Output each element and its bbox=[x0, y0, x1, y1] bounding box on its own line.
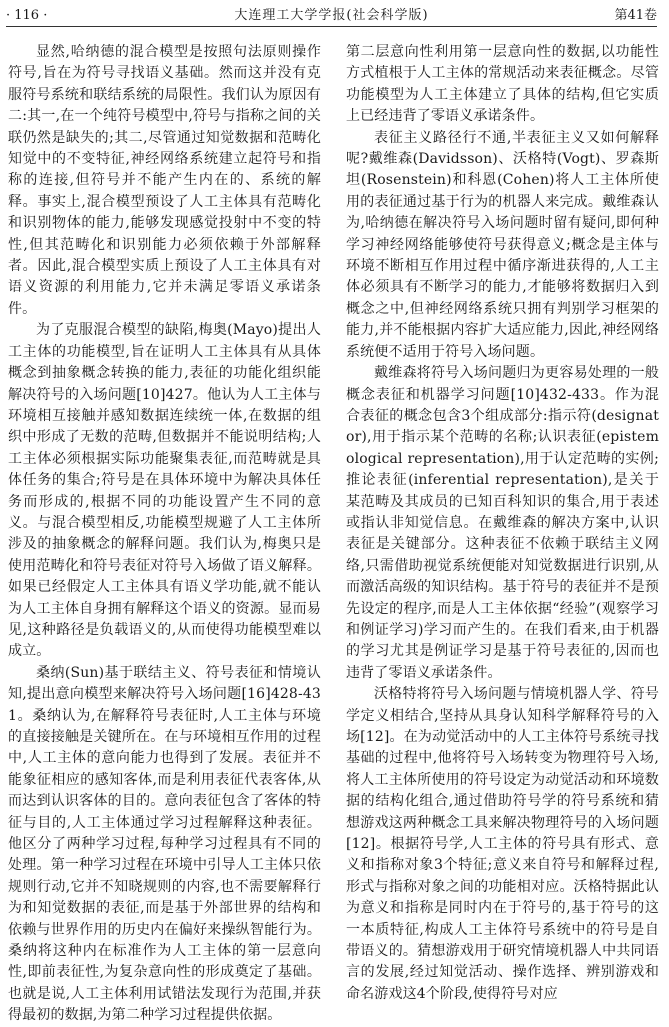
volume-label: 第41卷 bbox=[614, 8, 657, 23]
paragraph: 第二层意向性利用第一层意向性的数据,以功能性方式植根于人工主体的常规活动来表征概念。尽管功能模型为人工主体建立了具体的结构,但它实质上已经违背了零语义承诺条件。 bbox=[346, 44, 659, 125]
paragraph: 显然,哈纳德的混合模型是按照句法原则操作符号,旨在为符号寻找语义基础。然而这并没有克服符号系统和联结系统的局限性。我们认为原因有二:其一,在一个纯符号模型中,符号与指称之间的关联仍然是缺失的;其二,尽管通过知觉数据和范畴化知觉中的不变特征,神经网络系统建立起符号和指称的连接,但符号并不能产生内在的、系统的解释。事实上,混合模型预设了人工主体具有范畴化和识别物体的能力,能够发现感觉投射中不变的特性,但其范畴化和识别能力必须依赖于外部解释者。因此,混合模型实质上预设了人工主体具有对语义资源的利用能力,它并未满足零语义承诺条件。 bbox=[8, 44, 321, 317]
left-column bbox=[8, 42, 321, 1027]
right-column bbox=[346, 42, 659, 1005]
paragraph: 戴维森将符号入场问题归为更容易处理的一般概念表征和机器学习问题[10]432-433。作为混合表征的概念包含3个组成部分:指示符(designator),用于指示某个范畴的名称;认识表征(epistemological representation),用于认定范畴的实例;推论表征(inferential representation),是关于某范畴及其成员的已知百科知识的集合,用于表述或指认非知觉信息。在戴维森的解决方案中,认识表征是关键部分。这种表征不依赖于联结主义网络,只需借助视觉系统便能对知觉数据进行识别,从而激活高级的知识结构。基于符号的表征并不是预先设定的程序,而是人工主体依据“经验”(观察学习和例证学习)学习而产生的。在我们看来,由于机器的学习尤其是例证学习是基于符号表征的,因而也违背了零语义承诺条件。 bbox=[346, 365, 659, 681]
paragraph: 为了克服混合模型的缺陷,梅奥(Mayo)提出人工主体的功能模型,旨在证明人工主体具有从具体概念到抽象概念转换的能力,表征的功能化组织能解决符号的入场问题[10]427。他认为人工主体与环境相互接触并感知数据连续统一体,在数据的组织中形成了无数的范畴,但数据并不能说明结构;人工主体必须根据实际功能聚集表征,而范畴就是具体任务的集合;符号是在具体环境中为解决具体任务而形成的,根据不同的功能设置产生不同的意义。与混合模型相反,功能模型规避了人工主体所涉及的抽象概念的解释问题。我们认为,梅奥只是使用范畴化和符号表征对符号入场做了语义解释。如果已经假定人工主体具有语义学功能,就不能认为人工主体自身拥有解释这个语义的资源。显而易见,这种路径是负载语义的,从而使得功能模型难以成立。 bbox=[8, 322, 321, 660]
page-number: · 116 · bbox=[6, 8, 48, 23]
paragraph: 桑纳(Sun)基于联结主义、符号表征和情境认知,提出意向模型来解决符号入场问题[16]428-431。桑纳认为,在解释符号表征时,人工主体与环境的直接接触是关键所在。在与环境相互作用的过程中,人工主体的意向能力也得到了发展。表征并不能象征相应的感知客体,而是利用表征代表客体,从而达到认识客体的目的。意向表征包含了客体的特征与目的,人工主体通过学习过程解释这种表征。他区分了两种学习过程,每种学习过程具有不同的处理。第一种学习过程在环境中引导人工主体只依规则行动,它并不知晓规则的内容,也不需要解释行为和知觉数据的表征,而是基于外部世界的结构和依赖与世界作用的历史内在偏好来操纵智能行为。桑纳将这种内在标准作为人工主体的第一层意向性,即前表征性,为复杂意向性的形成奠定了基础。也就是说,人工主体利用试错法发现行为范围,并获得最初的数据,为第二种学习过程提供依据。 bbox=[8, 664, 321, 1024]
paragraph: 表征主义路径行不通,半表征主义又如何解释呢?戴维森(Davidsson)、沃格特(Vogt)、罗森斯坦(Rosenstein)和科恩(Cohen)将人工主体所使用的表征通过基于行为的机器人来完成。戴维森认为,哈纳德在解决符号入场问题时留有疑问,即何种学习神经网络能够使符号获得意义;概念是主体与环境不断相互作用过程中循序渐进获得的,人工主体必须具有不断学习的能力,才能够将数据归入到概念之中,但神经网络系统只拥有判别学习框架的能力,并不能根据内容扩大适应能力,因此,神经网络系统便不适用于符号入场问题。 bbox=[346, 129, 659, 360]
paragraph: 沃格特将符号入场问题与情境机器人学、符号学定义相结合,坚持从具身认知科学解释符号的入场[12]。在为动觉活动中的人工主体符号系统寻找基础的过程中,他将符号入场转变为物理符号入场,将人工主体所使用的符号设定为动觉活动和环境数据的结构化组合,通过借助符号学的符号系统和猜想游戏这两种概念工具来解决物理符号的入场问题[12]。根据符号学,人工主体的符号具有形式、意义和指称对象3个特征;意义来自符号和解释过程,形式与指称对象之间的功能相对应。沃格特据此认为意义和指称是同时内在于符号的,基于符号的这一本质特征,构成人工主体符号系统中的符号是自带语义的。猜想游戏用于研究情境机器人中共同语言的发展,经过知觉活动、操作选择、辨别游戏和命名游戏这4个阶段,使得符号对应 bbox=[346, 686, 659, 1002]
page-header bbox=[6, 6, 657, 27]
journal-title: 大连理工大学学报(社会科学版) bbox=[234, 8, 429, 23]
